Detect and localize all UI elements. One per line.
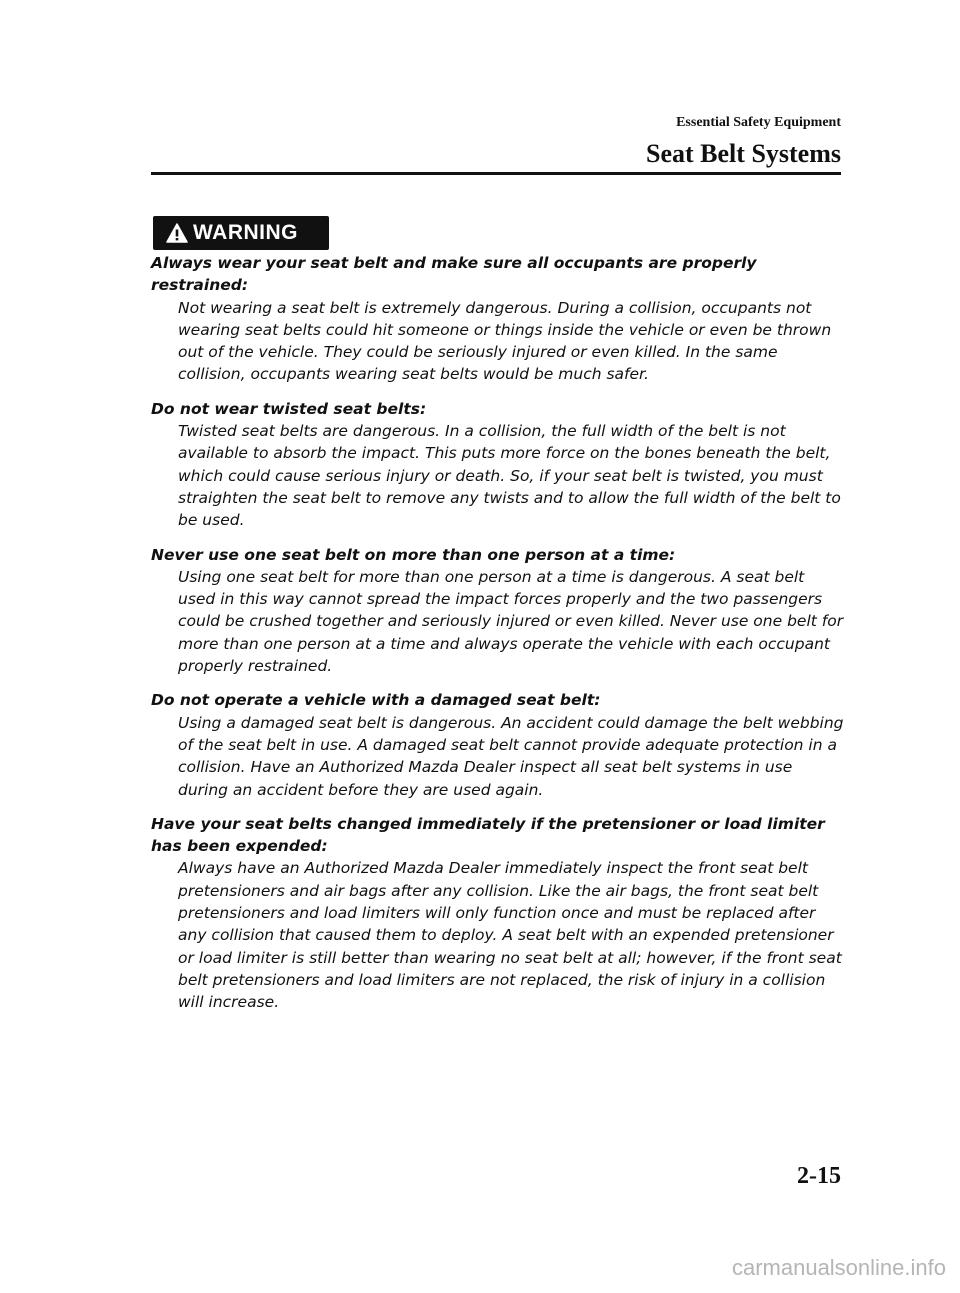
warning-item	[151, 689, 846, 800]
warning-item-body: Using a damaged seat belt is dangerous. An accident could damage the belt webbing of the seat belt in use. A damaged seat belt cannot provide adequate protection in a collision. Have an Authorized Mazda Dealer inspect all seat belt systems in use during an accident before they are used again.	[178, 713, 844, 799]
warning-item-body: Always have an Authorized Mazda Dealer immediately inspect the front seat belt pretensioners and air bags after any collision. Like the air bags, the front seat belt pretensioners and load limiters will only function once and must be replaced after any collision that caused them to deploy. A seat belt with an expended pretensioner or load limiter is still better than wearing no seat belt at all; however, if the front seat belt pretensioners and load limiters are not replaced, the risk of injury in a collision will increase.	[178, 859, 842, 1012]
warning-item-body: Twisted seat belts are dangerous. In a collision, the full width of the belt is not available to absorb the impact. This puts more force on the bones beneath the belt, which could cause serious injury or death. So, if your seat belt is twisted, you must straighten the seat belt to remove any twists and to allow the full width of the belt to be used.	[178, 422, 841, 530]
header-divider	[151, 172, 841, 175]
warning-triangle-icon	[166, 223, 188, 243]
warning-item-heading: Have your seat belts changed immediately if the pretensioner or load limiter has been expended:	[151, 814, 825, 856]
warning-item	[151, 544, 846, 678]
warning-content	[151, 252, 846, 1026]
page-header	[0, 114, 841, 170]
warning-item-heading: Do not operate a vehicle with a damaged seat belt:	[151, 691, 601, 710]
warning-item-body: Using one seat belt for more than one person at a time is dangerous. A seat belt used in this way cannot spread the impact forces properly and the two passengers could be crushed together and seriously injured or even killed. Never use one belt for more than one person at a time and always operate the vehicle with each occupant properly restrained.	[178, 567, 844, 676]
warning-item-heading: Never use one seat belt on more than one person at a time:	[151, 545, 676, 564]
warning-item-heading: Always wear your seat belt and make sure all occupants are properly restrained:	[151, 254, 757, 295]
warning-badge	[153, 216, 329, 250]
site-watermark: carmanualsonline.info	[731, 1255, 946, 1280]
warning-item	[151, 398, 846, 532]
warning-item	[151, 813, 846, 1014]
section-label: Essential Safety Equipment	[676, 115, 841, 130]
warning-label: WARNING	[193, 221, 298, 244]
warning-item	[151, 252, 846, 386]
warning-item-body: Not wearing a seat belt is extremely dangerous. During a collision, occupants not wearing seat belts could hit someone or things inside the vehicle or even be thrown out of the vehicle. They could be seriously injured or even killed. In the same collision, occupants wearing seat belts would be much safer.	[178, 298, 832, 384]
warning-item-heading: Do not wear twisted seat belts:	[151, 399, 427, 418]
page-number: 2-15	[797, 1163, 841, 1189]
chapter-title: Seat Belt Systems	[646, 139, 841, 168]
